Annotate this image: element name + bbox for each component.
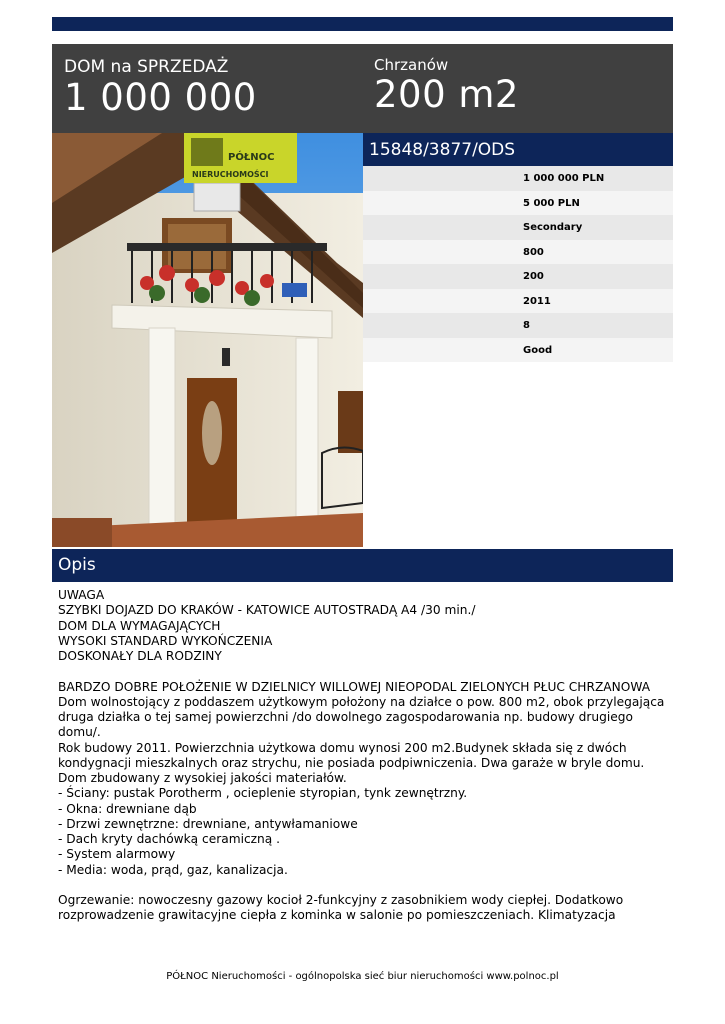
area-headline: 200 m2 <box>374 73 519 116</box>
description-line: - Ściany: pustak Porotherm , ocieplenie styropian, tynk zewnętrzny. <box>58 786 468 801</box>
description-line: DOSKONAŁY DLA RODZINY <box>58 649 222 663</box>
spec-value: 5 000 PLN <box>523 197 580 209</box>
svg-text:NIERUCHOMOŚCI: NIERUCHOMOŚCI <box>192 170 269 179</box>
page-footer: PÓŁNOC Nieruchomości - ogólnopolska sieć biur nieruchomości www.polnoc.pl <box>166 971 559 982</box>
description-line <box>58 664 670 679</box>
description-line: Rok budowy 2011. Powierzchnia użytkowa domu wynosi 200 m2.Budynek składa się z dwóch <box>58 740 627 755</box>
description-line: - Okna: drewniane dąb <box>58 801 197 816</box>
spec-row-price-per-m2 <box>363 191 673 216</box>
property-type: DOM na SPRZEDAŻ <box>64 57 229 77</box>
description-line: kondygnacji mieszkalnych oraz strychu, nie posiada podpiwniczenia. Dwa garaże w bryle domu. <box>58 755 645 770</box>
description-line: - Dach kryty dachówką ceramiczną . <box>58 832 280 846</box>
description-line: SZYBKI DOJAZD DO KRAKÓW - KATOWICE AUTOSTRADĄ A4 /30 min./ <box>58 603 476 618</box>
spec-row-rooms <box>363 313 673 338</box>
city-label: Chrzanów <box>374 56 449 74</box>
description-section-bar <box>52 549 673 582</box>
svg-text:PÓŁNOC: PÓŁNOC <box>228 152 275 163</box>
description-line: Dom wolnostojący z poddaszem użytkowym położony na działce o pow. 800 m2, obok przylegająca <box>58 694 665 709</box>
description-line <box>58 878 670 893</box>
description-line: - Drzwi zewnętrzne: drewniane, antywłamaniowe <box>58 816 358 831</box>
description-line: UWAGA <box>58 588 105 602</box>
property-photo <box>52 133 363 547</box>
description-line: DOM DLA WYMAGAJĄCYCH <box>58 618 221 633</box>
spec-table <box>363 166 673 362</box>
description-line: Ogrzewanie: nowoczesny gazowy kocioł 2-funkcyjny z zasobnikiem wody ciepłej. Dodatkowo <box>58 893 624 907</box>
spec-row-price <box>363 166 673 191</box>
description-title: Opis <box>58 555 96 575</box>
polnoc-logo <box>184 133 297 183</box>
description-line: domu/. <box>58 725 101 740</box>
description-line: - System alarmowy <box>58 847 176 862</box>
spec-value: Secondary <box>523 222 583 233</box>
description-line: BARDZO DOBRE POŁOŻENIE W DZIELNICY WILLOWEJ NIEOPODAL ZIELONYCH PŁUC CHRZANOWA <box>58 679 651 694</box>
description-line: Dom zbudowany z wysokiej jakości materiałów. <box>58 771 347 785</box>
spec-value: 8 <box>523 320 530 331</box>
listing-header <box>52 44 673 133</box>
spec-value: 800 <box>523 246 544 258</box>
description-line: druga działka o tej samej powierzchni /do dowolnego zagospodarowania np. budowy drugiego <box>58 710 633 724</box>
description-text <box>58 588 670 924</box>
spec-value: 200 <box>523 271 544 282</box>
spec-value: 2011 <box>523 295 551 307</box>
spec-row-year-built <box>363 289 673 314</box>
description-line: WYSOKI STANDARD WYKOŃCZENIA <box>58 633 273 648</box>
spec-row-condition <box>363 338 673 363</box>
description-line: - Media: woda, prąd, gaz, kanalizacja. <box>58 862 288 877</box>
spec-row-market <box>363 215 673 240</box>
description-line: rozprowadzenie grawitacyjne ciepła z kominka w salonie po pomieszczeniach. Klimatyzacja <box>58 908 616 923</box>
top-accent-bar <box>52 17 673 31</box>
spec-value: Good <box>523 344 553 356</box>
reference-number: 15848/3877/ODS <box>369 140 516 160</box>
spec-value: 1 000 000 PLN <box>523 173 605 184</box>
reference-bar <box>363 133 673 166</box>
spec-row-floor-area <box>363 264 673 289</box>
price-headline: 1 000 000 <box>64 76 257 119</box>
spec-row-plot-area <box>363 240 673 265</box>
